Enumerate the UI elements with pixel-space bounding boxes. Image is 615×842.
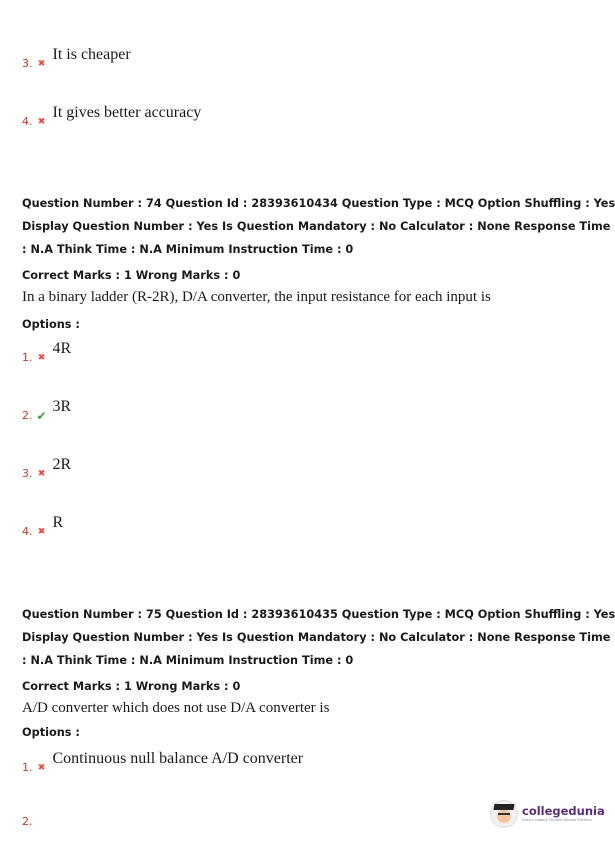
cross-icon: ✖	[37, 763, 46, 773]
meta-line: Question Number : 75 Question Id : 28393610435 Question Type : MCQ Option Shuffling : Yes	[22, 608, 615, 621]
meta-line: : N.A Think Time : N.A Minimum Instruction Time : 0	[22, 654, 354, 667]
option-number: 1.	[22, 761, 33, 774]
student-mascot-icon	[490, 800, 518, 828]
q75-option-2	[22, 806, 37, 828]
check-icon: ✔	[36, 409, 47, 423]
q74-option-3	[22, 458, 71, 480]
collegedunia-logo	[490, 800, 605, 828]
option-number: 1.	[22, 351, 33, 364]
q74-option-1	[22, 342, 71, 364]
meta-line: : N.A Think Time : N.A Minimum Instruction Time : 0	[22, 243, 354, 256]
cross-icon: ✖	[37, 527, 46, 537]
logo-tagline: India's Largest Student Review Platform	[522, 818, 592, 822]
question-74-marks: Correct Marks : 1 Wrong Marks : 0	[22, 269, 241, 282]
question-75-marks: Correct Marks : 1 Wrong Marks : 0	[22, 680, 241, 693]
logo-name: collegedunia	[522, 804, 605, 818]
option-text: R	[52, 514, 64, 531]
option-number: 3.	[22, 467, 33, 480]
cross-icon: ✖	[37, 59, 46, 69]
question-75-text: A/D converter which does not use D/A converter is	[22, 700, 330, 716]
option-number: 2.	[22, 815, 33, 828]
option-text: It is cheaper	[52, 46, 131, 63]
q74-option-2	[22, 400, 71, 422]
meta-line: Display Question Number : Yes Is Question Mandatory : No Calculator : None Response Time	[22, 631, 611, 644]
option-text: It gives better accuracy	[52, 104, 202, 121]
question-74-options-label: Options :	[22, 318, 80, 331]
question-75-meta	[22, 603, 615, 672]
q75-option-1	[22, 752, 303, 774]
cross-icon: ✖	[37, 353, 46, 363]
q74-option-4	[22, 516, 63, 538]
cross-icon: ✖	[37, 117, 46, 127]
meta-line: Display Question Number : Yes Is Question Mandatory : No Calculator : None Response Time	[22, 220, 611, 233]
question-74-text: In a binary ladder (R-2R), D/A converter, the input resistance for each input is	[22, 289, 491, 305]
option-text: Continuous null balance A/D converter	[52, 750, 304, 767]
option-text: 3R	[52, 398, 72, 415]
meta-line: Question Number : 74 Question Id : 28393610434 Question Type : MCQ Option Shuffling : Yes	[22, 197, 615, 210]
question-74-meta	[22, 192, 615, 261]
option-number: 3.	[22, 57, 33, 70]
option-number: 2.	[22, 409, 33, 422]
option-number: 4.	[22, 115, 33, 128]
prev-option-4	[22, 106, 201, 128]
cross-icon: ✖	[37, 469, 46, 479]
prev-option-3	[22, 48, 131, 70]
question-75-options-label: Options :	[22, 726, 80, 739]
option-text: 2R	[52, 456, 72, 473]
option-text: 4R	[52, 340, 72, 357]
option-number: 4.	[22, 525, 33, 538]
